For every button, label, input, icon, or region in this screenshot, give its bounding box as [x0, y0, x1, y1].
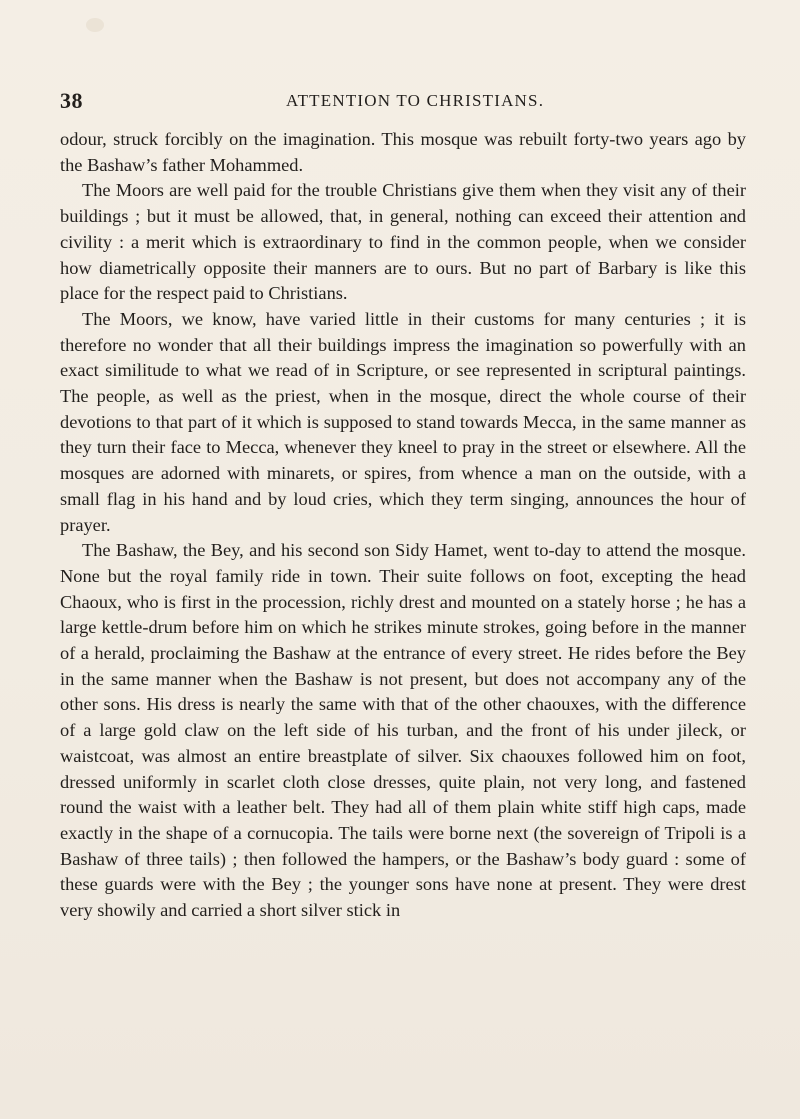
- paragraph: The Bashaw, the Bey, and his second son Sidy Hamet, went to-day to attend the mosque. None but the royal family ride in town. Their suite follows on foot, excepting the head Chaoux, who is first in the procession, richly drest and mounted on a stately horse ; he has a large kettle-drum before him on which he strikes minute strokes, going before in the manner of a herald, proclaiming the Bashaw at the entrance of every street. He rides before the Bey in the same manner when the Bashaw is not present, but does not accompany any of the other sons. His dress is nearly the same with that of the other chaouxes, with the difference of a large gold claw on the left side of his turban, and the front of his under jileck, or waistcoat, was almost an entire breastplate of silver. Six chaouxes followed him on foot, dressed uniformly in scarlet cloth close dresses, quite plain, not very long, and fastened round the waist with a leather belt. They had all of them plain white stiff high caps, made exactly in the shape of a cornucopia. The tails were borne next (the sovereign of Tripoli is a Bashaw of three tails) ; then followed the hampers, or the Bashaw’s body guard : some of these guards were with the Bey ; the younger sons have none at present. They were drest very showily and carried a short silver stick in: [60, 540, 746, 921]
- paragraph: The Moors, we know, have varied little in their customs for many centuries ; it is therefore no wonder that all their buildings impress the imagination so powerfully with an exact similitude to what we read of in Scripture, or see represented in scriptural paintings. The people, as well as the priest, when in the mosque, direct the whole course of their devotions to that part of it which is supposed to stand towards Mecca, in the same manner as they turn their face to Mecca, whenever they kneel to pray in the street or elsewhere. All the mosques are adorned with minarets, or spires, from whence a man on the outside, with a small flag in his hand and by loud cries, which they term singing, announces the hour of prayer.: [60, 308, 746, 535]
- paragraph: odour, struck forcibly on the imagination. This mosque was rebuilt forty-two years ago by the Bashaw’s father Mohammed.: [60, 129, 746, 175]
- page-header: [60, 88, 745, 118]
- page-number: 38: [60, 88, 83, 113]
- running-title: ATTENTION TO CHRISTIANS.: [286, 91, 545, 110]
- body-text: [60, 127, 746, 924]
- paragraph: The Moors are well paid for the trouble Christians give them when they visit any of their buildings ; but it must be allowed, that, in general, nothing can exceed their attention and civility : a merit which is extraordinary to find in the common people, when we consider how diametrically opposite their manners are to ours. But no part of Barbary is like this place for the respect paid to Christians.: [60, 180, 746, 304]
- paper-stain: [86, 18, 104, 32]
